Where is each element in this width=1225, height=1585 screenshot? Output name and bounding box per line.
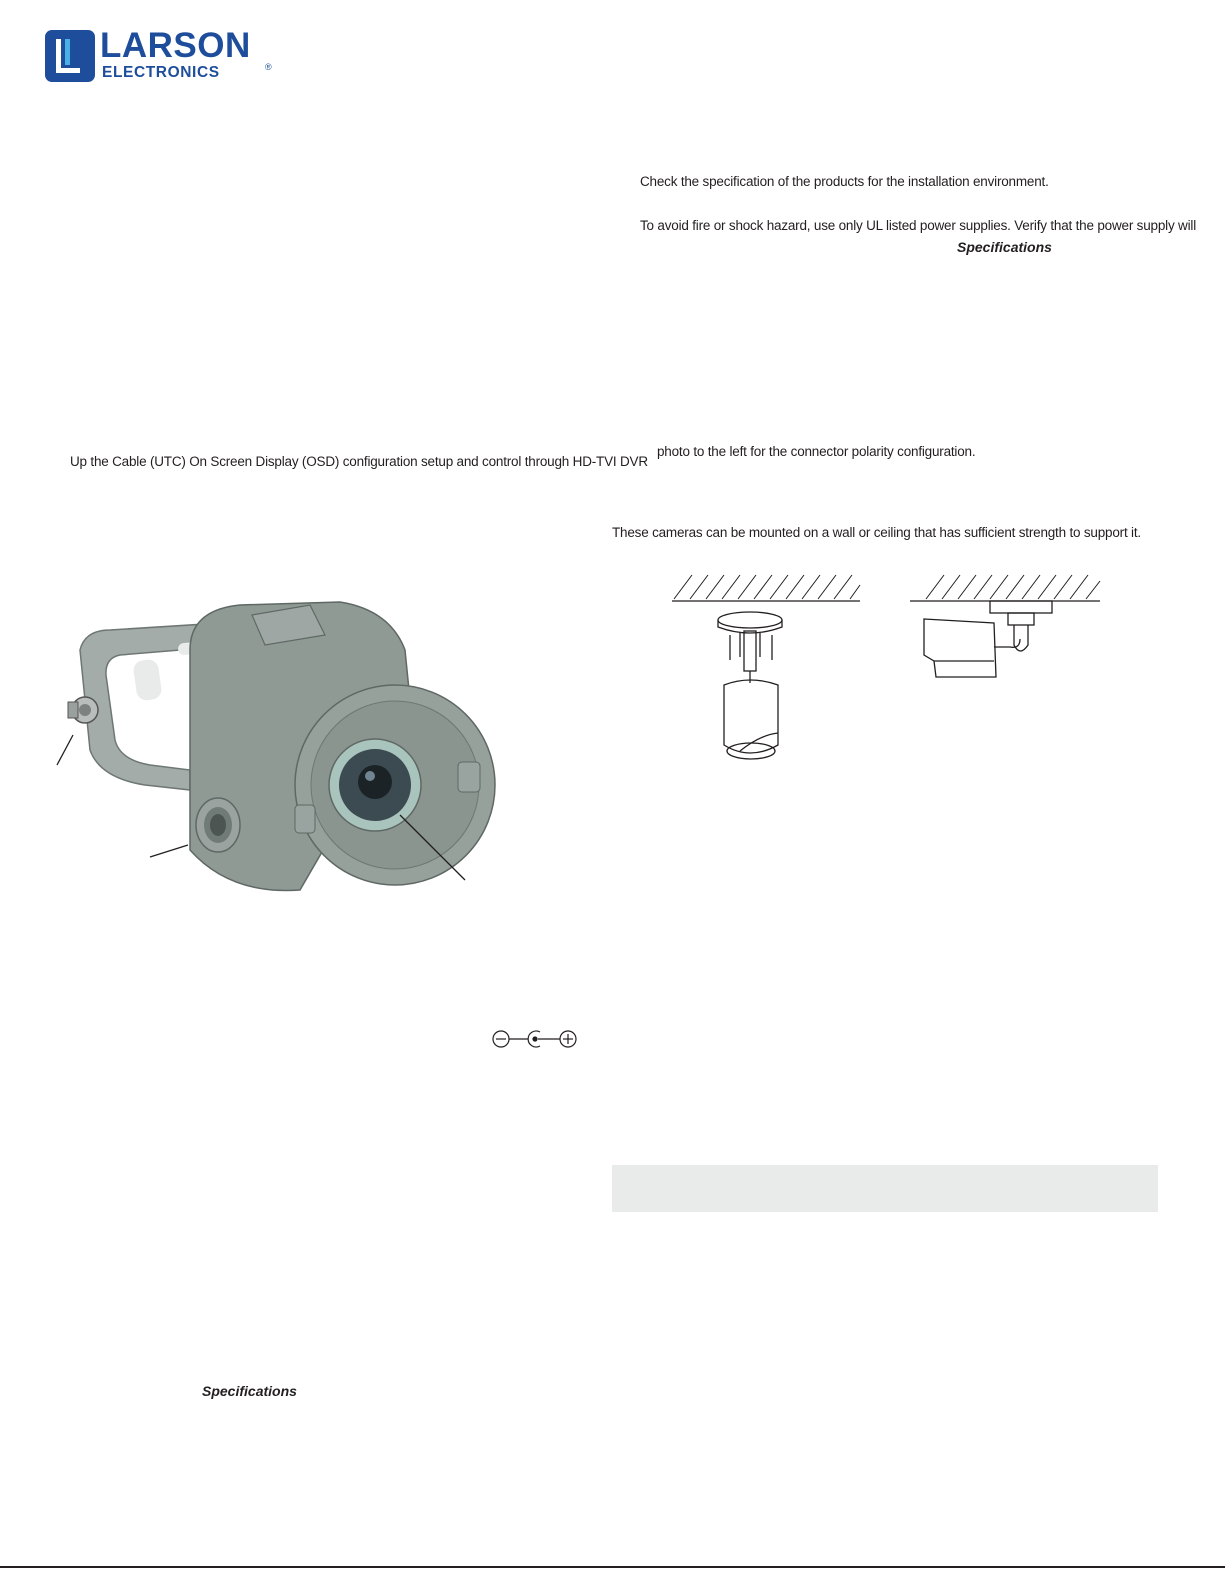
power-supply-warning-text: To avoid fire or shock hazard, use only UL listed power supplies. Verify that the power supply will xyxy=(640,218,1196,233)
specifications-reference: Specifications xyxy=(957,239,1052,255)
logo-word-electronics: ELECTRONICS xyxy=(102,64,220,81)
explosion-proof-camera-photo xyxy=(40,590,520,910)
logo-registered-mark: ® xyxy=(265,62,272,72)
installation-environment-text: Check the specification of the products for the installation environment. xyxy=(640,174,1049,189)
logo-mark-icon xyxy=(45,30,95,82)
mounting-diagram xyxy=(660,565,1110,770)
larson-logo xyxy=(45,28,285,88)
bottom-rule xyxy=(0,1566,1225,1568)
mounting-text: These cameras can be mounted on a wall or ceiling that has sufficient strength to support it. xyxy=(612,525,1141,540)
connector-polarity-icon xyxy=(490,1028,580,1050)
specifications-reference-left: Specifications xyxy=(202,1383,297,1399)
logo-word-larson: LARSON xyxy=(100,26,251,65)
utc-osd-text: Up the Cable (UTC) On Screen Display (OSD) configuration setup and control through HD-TVI DVR xyxy=(70,454,648,469)
connector-polarity-text: photo to the left for the connector polarity configuration. xyxy=(657,444,976,459)
note-box xyxy=(612,1165,1158,1212)
